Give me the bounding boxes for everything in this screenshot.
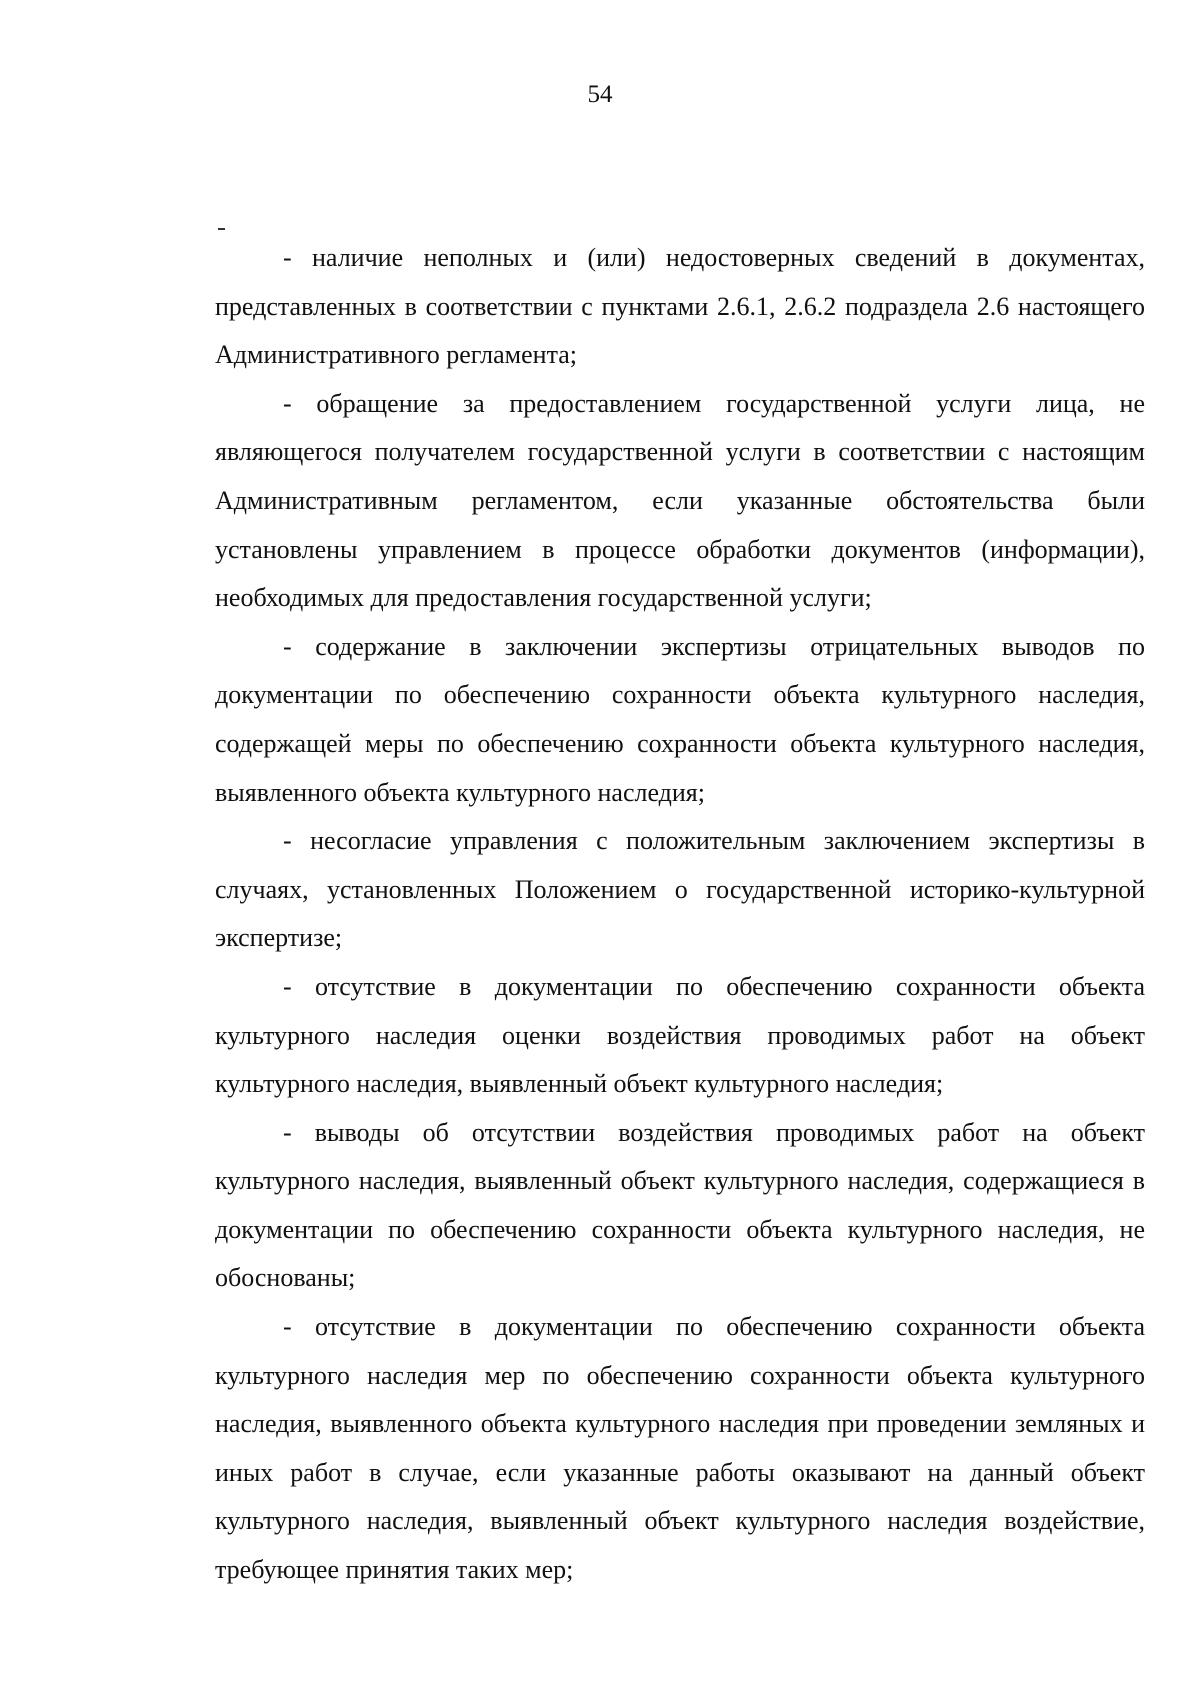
list-item: - наличие неполных и (или) недостоверных сведений в документах, представленных в соответствии с пунктами 2.6.1, 2.6.2 подраздела 2.6 настоящего Административного регламента;: [215, 243, 1145, 370]
page-body: [215, 234, 1145, 1595]
list-item: - выводы об отсутствии воздействия проводимых работ на объект культурного наследия, выявленный объект культурного наследия, содержащиеся в документации по обеспечению сохранности объекта культурного наследия, не обоснованы;: [215, 1117, 1145, 1293]
list-item: - отсутствие в документации по обеспечению сохранности объекта культурного наследия оценки воздействия проводимых работ на объект культурного наследия, выявленный объект культурного наследия;: [215, 971, 1145, 1099]
list-item: - отсутствие в документации по обеспечению сохранности объекта культурного наследия мер по обеспечению сохранности объекта культурного наследия, выявленного объекта культурного наследия при проведении земляных и иных работ в случае, если указанные работы оказывают на данный объект культурного наследия, выявленный объект культурного наследия воздействие, требующее принятия таких мер;: [215, 1312, 1145, 1585]
list-item: - несогласие управления с положительным заключением экспертизы в случаях, установленных Положением о государственной историко-культурной экспертизе;: [215, 826, 1145, 953]
page-number: 54: [587, 81, 613, 108]
list-item: - обращение за предоставлением государственной услуги лица, не являющегося получателем государственной услуги в соответствии с настоящим Административным регламентом, если указанные обстоятельства были установлены управлением в процессе обработки документов (информации), необходимых для предоставления государственной услуги;: [215, 388, 1145, 613]
list-item: - содержание в заключении экспертизы отрицательных выводов по документации по обеспечению сохранности объекта культурного наследия, содержащей меры по обеспечению сохранности объекта культурного наследия, выявленного объекта культурного наследия;: [215, 631, 1145, 807]
scan-speck: [218, 228, 225, 230]
